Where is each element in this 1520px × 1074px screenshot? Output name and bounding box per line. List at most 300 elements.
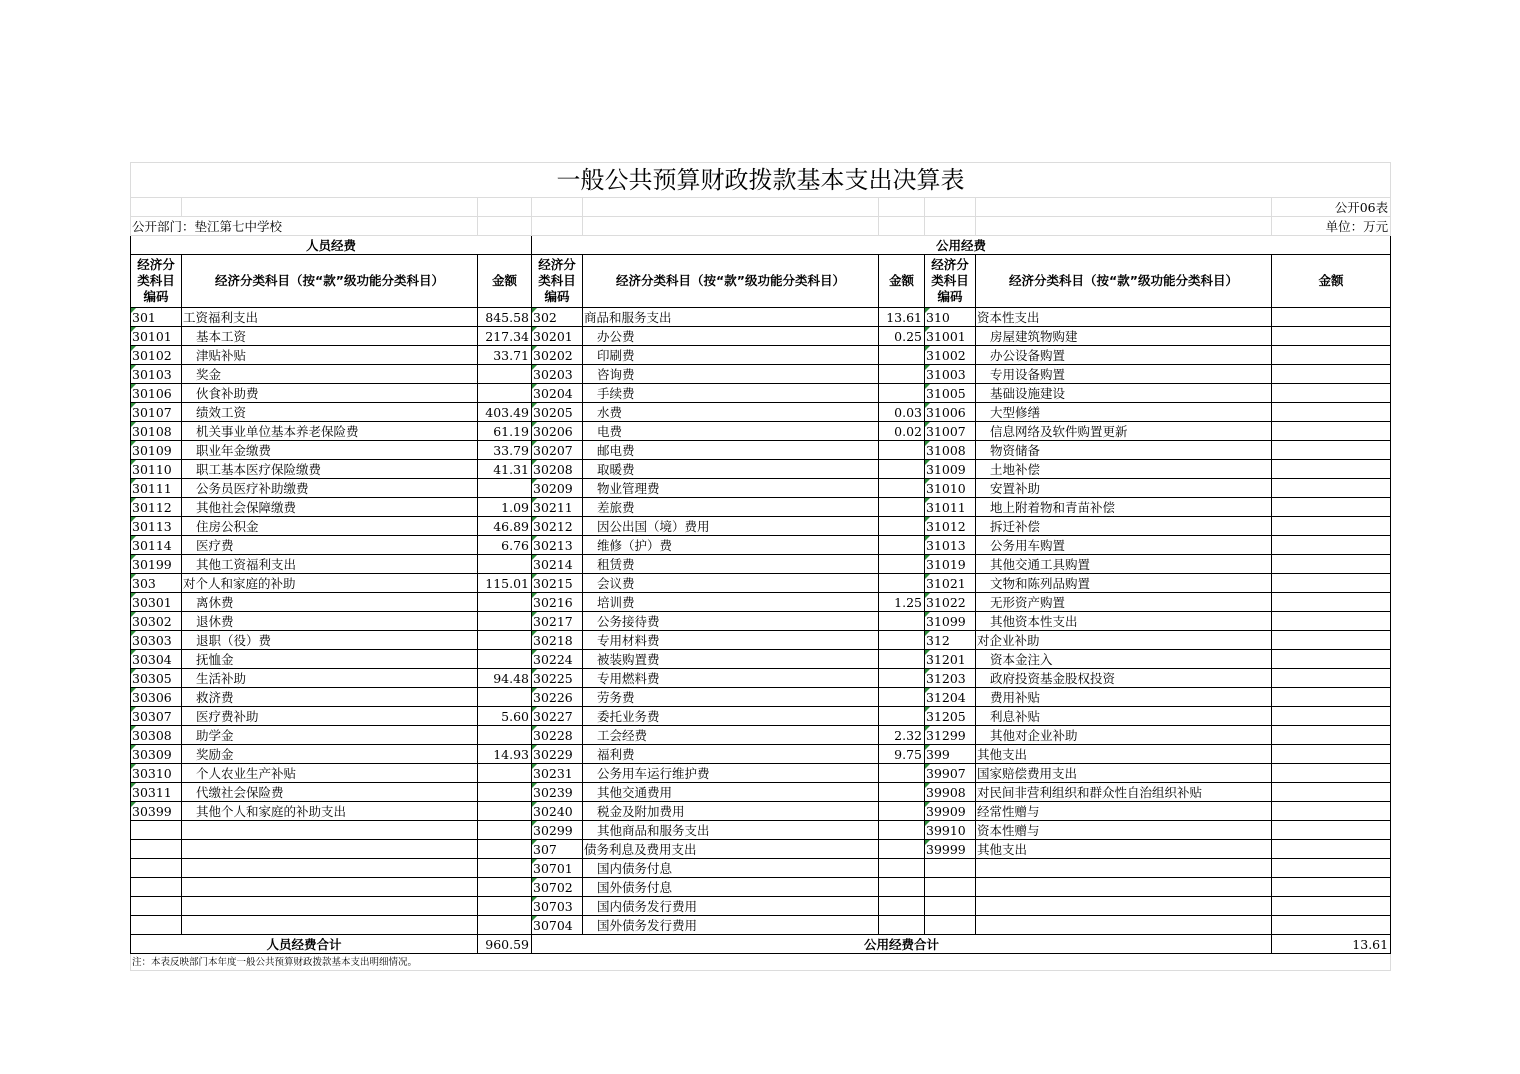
item-name: 文物和陈列品购置	[976, 574, 1272, 593]
item-code: 30309	[131, 745, 182, 764]
item-code: 30306	[131, 688, 182, 707]
item-name: 基础设施建设	[976, 384, 1272, 403]
item-name: 被装购置费	[583, 650, 879, 669]
table-row	[131, 821, 1391, 840]
table-row	[131, 346, 1391, 365]
item-amount: 1.09	[478, 498, 532, 517]
item-name: 专用设备购置	[976, 365, 1272, 384]
item-amount	[879, 479, 925, 498]
item-amount	[478, 384, 532, 403]
item-amount	[478, 821, 532, 840]
item-name: 住房公积金	[182, 517, 478, 536]
spreadsheet	[130, 162, 1390, 971]
item-code: 31203	[925, 669, 976, 688]
item-amount	[879, 783, 925, 802]
item-code: 301	[131, 308, 182, 327]
item-code: 31013	[925, 536, 976, 555]
item-name: 其他支出	[976, 840, 1272, 859]
section-personnel: 人员经费	[131, 236, 532, 255]
item-name: 助学金	[182, 726, 478, 745]
item-code: 30231	[532, 764, 583, 783]
item-amount	[1272, 878, 1391, 897]
item-amount	[1272, 365, 1391, 384]
item-name: 办公设备购置	[976, 346, 1272, 365]
item-name: 离休费	[182, 593, 478, 612]
item-code: 30214	[532, 555, 583, 574]
item-code: 30213	[532, 536, 583, 555]
table-row	[131, 384, 1391, 403]
item-name: 会议费	[583, 574, 879, 593]
item-amount	[478, 365, 532, 384]
item-name	[976, 916, 1272, 935]
item-amount	[879, 631, 925, 650]
item-name: 取暖费	[583, 460, 879, 479]
item-name	[182, 878, 478, 897]
item-name	[182, 821, 478, 840]
item-amount: 115.01	[478, 574, 532, 593]
item-code: 30108	[131, 422, 182, 441]
item-name: 奖金	[182, 365, 478, 384]
item-amount	[1272, 840, 1391, 859]
item-code: 31009	[925, 460, 976, 479]
item-name: 房屋建筑物购建	[976, 327, 1272, 346]
item-amount	[879, 859, 925, 878]
item-code	[925, 878, 976, 897]
item-code: 31201	[925, 650, 976, 669]
public-total-value: 13.61	[1272, 935, 1391, 954]
item-amount: 0.03	[879, 403, 925, 422]
table-row	[131, 517, 1391, 536]
item-name: 伙食补助费	[182, 384, 478, 403]
item-amount	[879, 669, 925, 688]
item-amount	[1272, 650, 1391, 669]
item-name: 咨询费	[583, 365, 879, 384]
item-name: 公务用车购置	[976, 536, 1272, 555]
table-row	[131, 726, 1391, 745]
item-code: 30228	[532, 726, 583, 745]
item-amount	[478, 726, 532, 745]
item-amount: 6.76	[478, 536, 532, 555]
table-row	[131, 745, 1391, 764]
item-name: 国外债务发行费用	[583, 916, 879, 935]
item-amount	[1272, 726, 1391, 745]
item-name: 培训费	[583, 593, 879, 612]
item-code	[131, 859, 182, 878]
item-name: 税金及附加费用	[583, 802, 879, 821]
table-row	[131, 460, 1391, 479]
item-amount: 845.58	[478, 308, 532, 327]
item-name: 国家赔偿费用支出	[976, 764, 1272, 783]
item-code: 30101	[131, 327, 182, 346]
item-code: 31011	[925, 498, 976, 517]
personnel-total-value: 960.59	[478, 935, 532, 954]
item-name: 费用补贴	[976, 688, 1272, 707]
table-row	[131, 403, 1391, 422]
item-name: 差旅费	[583, 498, 879, 517]
item-code: 30205	[532, 403, 583, 422]
item-amount: 94.48	[478, 669, 532, 688]
item-name: 机关事业单位基本养老保险费	[182, 422, 478, 441]
item-code: 30229	[532, 745, 583, 764]
item-amount	[478, 897, 532, 916]
item-name: 土地补偿	[976, 460, 1272, 479]
item-name: 因公出国（境）费用	[583, 517, 879, 536]
item-name: 工资福利支出	[182, 308, 478, 327]
item-code: 310	[925, 308, 976, 327]
item-amount: 13.61	[879, 308, 925, 327]
item-amount	[1272, 403, 1391, 422]
item-name: 个人农业生产补贴	[182, 764, 478, 783]
item-amount	[879, 650, 925, 669]
item-name: 办公费	[583, 327, 879, 346]
item-name: 基本工资	[182, 327, 478, 346]
table-row	[131, 859, 1391, 878]
item-amount: 46.89	[478, 517, 532, 536]
item-code: 30206	[532, 422, 583, 441]
item-name: 资本性支出	[976, 308, 1272, 327]
item-amount	[879, 498, 925, 517]
item-amount	[879, 574, 925, 593]
item-code	[925, 916, 976, 935]
item-amount	[478, 631, 532, 650]
item-name: 专用燃料费	[583, 669, 879, 688]
item-code: 30207	[532, 441, 583, 460]
item-amount	[879, 555, 925, 574]
item-name: 地上附着物和青苗补偿	[976, 498, 1272, 517]
item-amount: 0.25	[879, 327, 925, 346]
item-code: 30110	[131, 460, 182, 479]
item-code: 30199	[131, 555, 182, 574]
table-row	[131, 802, 1391, 821]
item-code: 31007	[925, 422, 976, 441]
table-row	[131, 498, 1391, 517]
item-amount	[1272, 745, 1391, 764]
item-amount	[1272, 859, 1391, 878]
item-name: 职工基本医疗保险缴费	[182, 460, 478, 479]
item-name: 对个人和家庭的补助	[182, 574, 478, 593]
item-amount	[478, 650, 532, 669]
item-name: 其他社会保障缴费	[182, 498, 478, 517]
table-row	[131, 840, 1391, 859]
item-code: 31099	[925, 612, 976, 631]
item-name	[182, 897, 478, 916]
item-code	[925, 859, 976, 878]
item-amount	[1272, 384, 1391, 403]
item-amount	[478, 764, 532, 783]
item-name: 大型修缮	[976, 403, 1272, 422]
item-name: 无形资产购置	[976, 593, 1272, 612]
item-amount: 217.34	[478, 327, 532, 346]
item-code: 30299	[532, 821, 583, 840]
item-amount	[1272, 479, 1391, 498]
item-amount	[478, 688, 532, 707]
item-amount	[879, 840, 925, 859]
public-total-label: 公用经费合计	[532, 935, 1272, 954]
item-code: 31019	[925, 555, 976, 574]
item-name: 邮电费	[583, 441, 879, 460]
item-code: 30208	[532, 460, 583, 479]
table-row	[131, 897, 1391, 916]
item-name: 抚恤金	[182, 650, 478, 669]
table-row	[131, 327, 1391, 346]
item-amount	[879, 384, 925, 403]
item-code: 31005	[925, 384, 976, 403]
item-name: 其他商品和服务支出	[583, 821, 879, 840]
item-name: 信息网络及软件购置更新	[976, 422, 1272, 441]
table-row	[131, 688, 1391, 707]
item-name: 资本金注入	[976, 650, 1272, 669]
header-code: 经济分类科目编码	[532, 255, 583, 308]
item-code: 39907	[925, 764, 976, 783]
item-code: 30310	[131, 764, 182, 783]
item-amount	[478, 555, 532, 574]
item-code: 39999	[925, 840, 976, 859]
item-amount	[1272, 593, 1391, 612]
item-name: 其他对企业补助	[976, 726, 1272, 745]
item-code: 31010	[925, 479, 976, 498]
item-name: 国内债务付息	[583, 859, 879, 878]
table-title: 一般公共预算财政拨款基本支出决算表	[131, 163, 1391, 198]
table-row	[131, 308, 1391, 327]
item-code: 31006	[925, 403, 976, 422]
item-code: 30301	[131, 593, 182, 612]
table-row	[131, 878, 1391, 897]
item-amount	[1272, 707, 1391, 726]
item-amount	[879, 346, 925, 365]
item-code: 30399	[131, 802, 182, 821]
header-code: 经济分类科目编码	[925, 255, 976, 308]
item-amount	[879, 821, 925, 840]
item-amount	[879, 441, 925, 460]
item-name	[182, 916, 478, 935]
item-name: 奖励金	[182, 745, 478, 764]
item-amount	[1272, 536, 1391, 555]
item-code: 30303	[131, 631, 182, 650]
table-row	[131, 365, 1391, 384]
form-number: 公开06表	[1272, 198, 1391, 217]
header-amount: 金额	[879, 255, 925, 308]
item-amount	[879, 688, 925, 707]
unit-label: 单位：万元	[1272, 217, 1391, 236]
item-name: 手续费	[583, 384, 879, 403]
item-amount	[879, 802, 925, 821]
item-code: 30224	[532, 650, 583, 669]
item-name: 其他交通费用	[583, 783, 879, 802]
item-code	[131, 840, 182, 859]
item-amount: 33.71	[478, 346, 532, 365]
item-amount	[1272, 669, 1391, 688]
item-amount: 14.93	[478, 745, 532, 764]
item-code: 30107	[131, 403, 182, 422]
item-amount	[1272, 783, 1391, 802]
item-code: 30112	[131, 498, 182, 517]
item-code: 31299	[925, 726, 976, 745]
item-amount: 1.25	[879, 593, 925, 612]
item-code	[131, 821, 182, 840]
item-code: 31001	[925, 327, 976, 346]
item-amount	[478, 859, 532, 878]
item-name: 租赁费	[583, 555, 879, 574]
item-code: 30111	[131, 479, 182, 498]
item-code: 30212	[532, 517, 583, 536]
header-amount: 金额	[1272, 255, 1391, 308]
item-code: 30204	[532, 384, 583, 403]
item-code: 30202	[532, 346, 583, 365]
item-amount	[879, 897, 925, 916]
item-code: 30203	[532, 365, 583, 384]
item-name: 对企业补助	[976, 631, 1272, 650]
item-code: 30311	[131, 783, 182, 802]
item-code: 30106	[131, 384, 182, 403]
table-row	[131, 479, 1391, 498]
item-code: 39910	[925, 821, 976, 840]
item-code: 31008	[925, 441, 976, 460]
item-name: 电费	[583, 422, 879, 441]
header-code: 经济分类科目编码	[131, 255, 182, 308]
item-code: 30305	[131, 669, 182, 688]
item-name: 医疗费补助	[182, 707, 478, 726]
item-code: 30227	[532, 707, 583, 726]
item-amount	[1272, 802, 1391, 821]
item-name: 职业年金缴费	[182, 441, 478, 460]
item-code: 312	[925, 631, 976, 650]
item-amount	[879, 517, 925, 536]
item-name: 物资储备	[976, 441, 1272, 460]
item-code: 31204	[925, 688, 976, 707]
item-amount: 9.75	[879, 745, 925, 764]
item-name: 退休费	[182, 612, 478, 631]
item-code: 39909	[925, 802, 976, 821]
table-row	[131, 422, 1391, 441]
item-amount	[1272, 821, 1391, 840]
item-amount	[478, 840, 532, 859]
table-row	[131, 441, 1391, 460]
item-name: 资本性赠与	[976, 821, 1272, 840]
item-name: 医疗费	[182, 536, 478, 555]
item-code: 303	[131, 574, 182, 593]
item-code: 30307	[131, 707, 182, 726]
item-name: 专用材料费	[583, 631, 879, 650]
item-amount	[879, 916, 925, 935]
footnote: 注：本表反映部门本年度一般公共预算财政拨款基本支出明细情况。	[131, 954, 1391, 971]
item-amount	[1272, 631, 1391, 650]
item-name: 对民间非营利组织和群众性自治组织补贴	[976, 783, 1272, 802]
item-amount	[1272, 612, 1391, 631]
item-amount	[478, 802, 532, 821]
item-name: 福利费	[583, 745, 879, 764]
item-name: 国外债务付息	[583, 878, 879, 897]
item-code: 30239	[532, 783, 583, 802]
table-row	[131, 631, 1391, 650]
table-row	[131, 536, 1391, 555]
item-name: 其他交通工具购置	[976, 555, 1272, 574]
item-code: 30240	[532, 802, 583, 821]
item-name: 债务利息及费用支出	[583, 840, 879, 859]
item-name	[976, 878, 1272, 897]
item-amount: 5.60	[478, 707, 532, 726]
item-amount: 2.32	[879, 726, 925, 745]
item-code: 30102	[131, 346, 182, 365]
item-name	[976, 859, 1272, 878]
item-amount	[478, 916, 532, 935]
item-code: 30109	[131, 441, 182, 460]
item-code	[131, 878, 182, 897]
item-amount	[1272, 308, 1391, 327]
item-amount	[879, 536, 925, 555]
item-code: 31022	[925, 593, 976, 612]
item-code: 399	[925, 745, 976, 764]
item-code: 31002	[925, 346, 976, 365]
item-name: 其他工资福利支出	[182, 555, 478, 574]
item-code	[925, 897, 976, 916]
item-name: 公务用车运行维护费	[583, 764, 879, 783]
item-code: 30201	[532, 327, 583, 346]
item-amount	[879, 707, 925, 726]
item-code	[131, 916, 182, 935]
item-amount	[478, 783, 532, 802]
item-code: 30226	[532, 688, 583, 707]
item-name: 物业管理费	[583, 479, 879, 498]
item-code: 30209	[532, 479, 583, 498]
item-name: 安置补助	[976, 479, 1272, 498]
table-row	[131, 555, 1391, 574]
item-name: 经常性赠与	[976, 802, 1272, 821]
table-row	[131, 764, 1391, 783]
item-code: 31021	[925, 574, 976, 593]
item-code: 30225	[532, 669, 583, 688]
table-body	[131, 308, 1391, 935]
item-name	[976, 897, 1272, 916]
item-amount	[879, 460, 925, 479]
item-amount	[1272, 764, 1391, 783]
item-name: 救济费	[182, 688, 478, 707]
item-name: 其他个人和家庭的补助支出	[182, 802, 478, 821]
item-code: 30302	[131, 612, 182, 631]
item-amount	[879, 764, 925, 783]
item-amount	[1272, 517, 1391, 536]
item-code: 307	[532, 840, 583, 859]
item-name: 退职（役）费	[182, 631, 478, 650]
item-name: 利息补贴	[976, 707, 1272, 726]
item-amount: 403.49	[478, 403, 532, 422]
item-name: 商品和服务支出	[583, 308, 879, 327]
item-amount: 33.79	[478, 441, 532, 460]
item-name: 绩效工资	[182, 403, 478, 422]
item-code	[131, 897, 182, 916]
item-name: 拆迁补偿	[976, 517, 1272, 536]
item-amount	[1272, 498, 1391, 517]
item-amount	[1272, 327, 1391, 346]
item-code: 30217	[532, 612, 583, 631]
personnel-total-label: 人员经费合计	[131, 935, 478, 954]
item-code: 31003	[925, 365, 976, 384]
item-amount	[1272, 555, 1391, 574]
item-name: 水费	[583, 403, 879, 422]
item-name	[182, 859, 478, 878]
item-amount	[1272, 574, 1391, 593]
item-name: 公务员医疗补助缴费	[182, 479, 478, 498]
item-code: 30703	[532, 897, 583, 916]
item-code: 30113	[131, 517, 182, 536]
item-name: 委托业务费	[583, 707, 879, 726]
item-code: 30701	[532, 859, 583, 878]
item-name: 印刷费	[583, 346, 879, 365]
item-name: 公务接待费	[583, 612, 879, 631]
item-amount	[1272, 422, 1391, 441]
item-name: 生活补助	[182, 669, 478, 688]
item-amount	[879, 365, 925, 384]
table-row	[131, 612, 1391, 631]
